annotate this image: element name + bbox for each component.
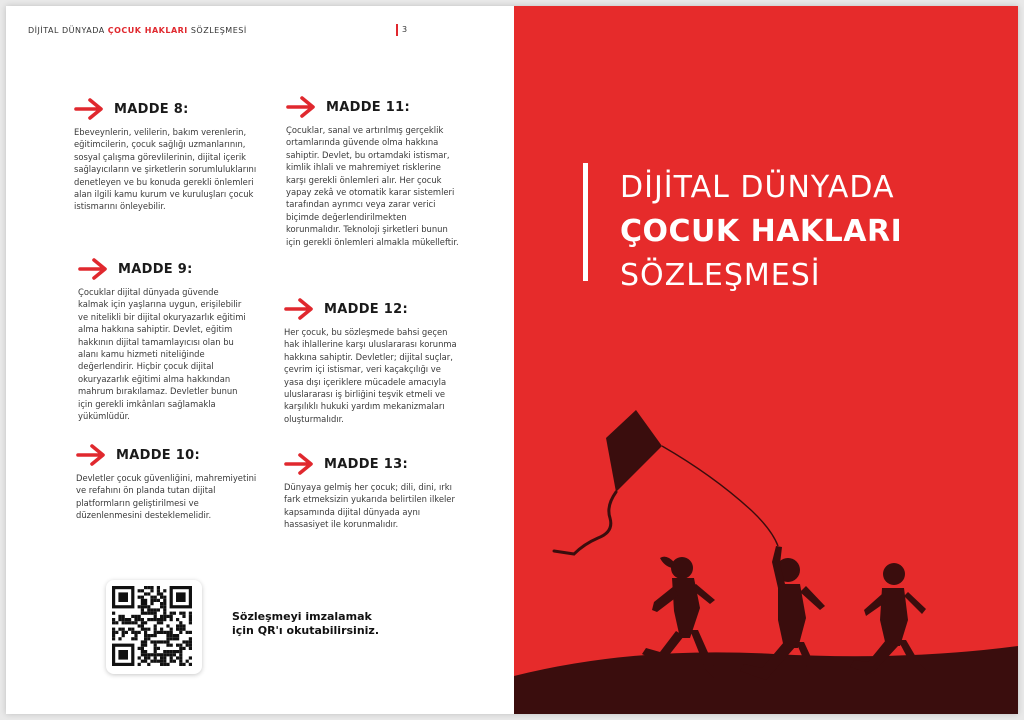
arrow-right-icon [284,453,314,475]
right-page-cover [514,6,1018,714]
article-9 [78,258,246,422]
arrow-right-icon [286,96,316,118]
qr-caption-line1: Sözleşmeyi imzalamak [232,610,372,623]
article-body: Devletler çocuk güvenliğini, mahremiyetini ve refahını ön planda tutan dijital platformların geliştirilmesi ve düzenlenmesini desteklemelidir. [76,473,257,521]
brochure-spread [6,6,1018,714]
running-head-part3: SÖZLEŞMESİ [187,26,247,35]
article-body: Her çocuk, bu sözleşmede bahsi geçen hak ihlallerine karşı uluslararası korunma hakkına sahiptir. Devletler; dijital suçlar, çevrim içi istismar, veri kaçakçılığı ve yasa dışı içeriklere mücadele amacıyla uluslararası iş birliğini teşvik etmeli ve karşılıklı hukuki yardım mekanizmaları oluşturmalıdır. [284,327,457,424]
qr-code-icon [112,586,196,668]
kite-icon [606,410,662,492]
arrow-right-icon [284,298,314,320]
arrow-right-icon [78,258,108,280]
article-10 [76,444,258,522]
running-head [28,26,247,35]
page-marker [396,24,398,36]
cover-title-line1: DİJİTAL DÜNYADA [620,170,895,205]
article-body: Çocuklar, sanal ve artırılmış gerçeklik ortamlarında güvende olma hakkına sahiptir. Devlet, bu ortamdaki istismar, kimlik ihlali ve mahremiyet risklerine karşı gerekli önlemleri alır. Her çocuk yapay zekâ ve otomatik karar sistemleri tarafından ayrımcı veya zarar verici biçimde değerlendirilmekten korunmalıdır. Teknoloji şirketleri bunun için gerekli önlemleri almakla mükelleftir. [286,125,459,247]
article-body: Çocuklar dijital dünyada güvende kalmak için yaşlarına uygun, erişilebilir ve nitelikli bir dijital okuryazarlık eğitimi alma hakkına sahiptir. Devlet, eğitim hakkının dijital tamamlayıcısı olan bu alanı kamu hizmeti niteliğinde değerlendirir. Hiçbir çocuk dijital okuryazarlık eğitimi alma hakkından mahrum bırakılamaz. Devletler bunun için gerekli imkânları sağlamakla yükümlüdür. [78,287,246,422]
article-body: Ebeveynlerin, velilerin, bakım verenlerin, eğitimcilerin, çocuk sağlığı uzmanlarının, sosyal çalışma görevlilerinin, dijital içerik sağlayıcıların ve şirketlerin sorumluluklarını denetleyen ve bu konuda gerekli önlemleri alan ilgili kamu kurum ve kuruluşları çocuk istismarını önleyebilir. [74,127,257,212]
qr-caption [232,610,402,638]
kite-children-silhouette [514,6,1018,714]
kite-tail [554,492,616,554]
cover-title-line2: ÇOCUK HAKLARI [620,214,903,249]
qr-caption-line2: için QR'ı okutabilirsiniz. [232,624,380,637]
article-11 [286,96,462,248]
article-title: MADDE 13: [324,456,408,472]
cover-title-line3: SÖZLEŞMESİ [620,258,821,293]
page-number: 3 [402,25,408,34]
arrow-right-icon [74,98,104,120]
running-head-part1: DİJİTAL DÜNYADA [28,26,108,35]
kite-string [662,446,778,546]
article-body: Dünyaya gelmiş her çocuk; dili, dini, ırkı fark etmeksizin yukarıda belirtilen ilkeler kapsamında dijital dünyada aynı hassasiyet ile korunmalıdır. [284,482,455,530]
running-head-highlight: ÇOCUK HAKLARI [107,26,188,35]
left-page [6,6,514,714]
article-13 [284,453,462,531]
article-title: MADDE 9: [118,261,193,277]
article-8 [74,98,264,213]
qr-code[interactable] [106,580,202,674]
article-title: MADDE 8: [114,101,189,117]
article-title: MADDE 11: [326,99,410,115]
article-title: MADDE 10: [116,447,200,463]
article-12 [284,298,462,425]
arrow-right-icon [76,444,106,466]
article-title: MADDE 12: [324,301,408,317]
